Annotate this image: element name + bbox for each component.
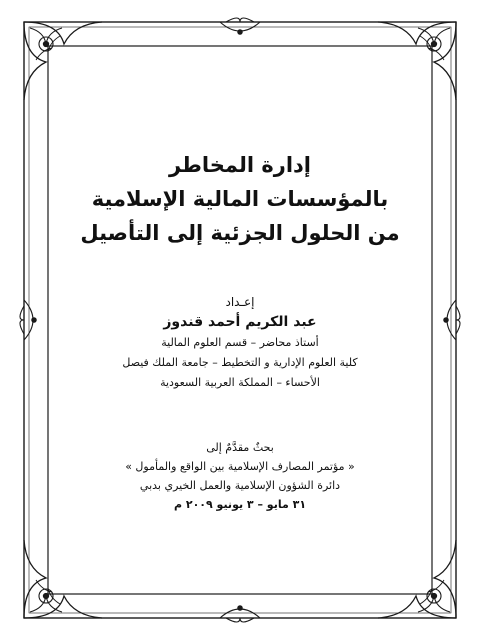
organizer: دائرة الشؤون الإسلامية والعمل الخيري بدبي bbox=[139, 479, 341, 492]
title-block bbox=[40, 148, 440, 250]
corner-ornament bbox=[24, 22, 102, 100]
corner-ornament bbox=[24, 540, 102, 618]
title-line-1: إدارة المخاطر bbox=[169, 153, 311, 177]
author-name: عبد الكريم أحمد قندوز bbox=[163, 314, 317, 330]
author-location: الأحساء – المملكة العربية السعودية bbox=[160, 376, 320, 389]
prepared-by-label: إعـداد bbox=[225, 295, 255, 309]
corner-ornament bbox=[378, 540, 456, 618]
conference-date: ٣١ مايو – ٣ يونيو ٢٠٠٩ م bbox=[173, 498, 307, 511]
paper-info-block bbox=[40, 438, 440, 514]
paper-intro: بحثٌ مقدَّمٌ إلى bbox=[206, 441, 274, 454]
author-block bbox=[40, 293, 440, 393]
author-college: كلية العلوم الإدارية و التخطيط – جامعة الملك فيصل bbox=[122, 356, 358, 369]
corner-ornament bbox=[378, 22, 456, 100]
title-line-3: من الحلول الجزئية إلى التأصيل bbox=[80, 221, 400, 245]
title-line-2: بالمؤسسات المالية الإسلامية bbox=[91, 187, 389, 211]
conference-name: « مؤتمر المصارف الإسلامية بين الواقع والمأمول » bbox=[125, 460, 355, 473]
author-position: أستاذ محاضر – قسم العلوم المالية bbox=[161, 336, 319, 349]
